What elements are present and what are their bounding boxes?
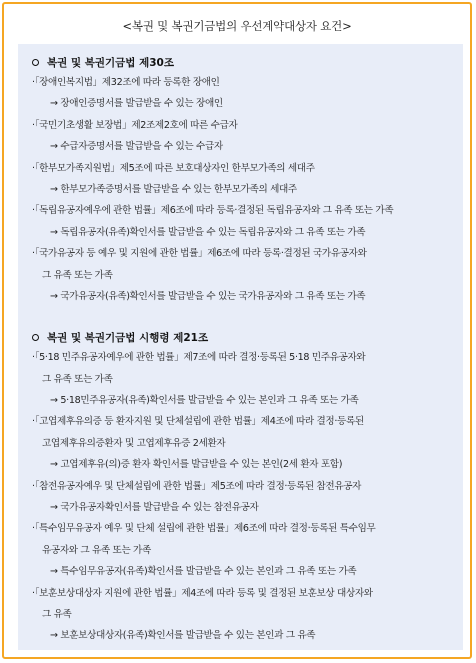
certificate-line: → 특수임무유공자(유족)확인서를 발급받을 수 있는 본인과 그 유족 또는 가족 xyxy=(50,566,357,578)
document-frame xyxy=(2,2,472,659)
certificate-line: → 5·18민주유공자(유족)확인서를 발급받을 수 있는 본인과 그 유족 또는 가족 xyxy=(50,395,359,407)
requirements-content xyxy=(18,44,463,647)
circle-bullet-icon xyxy=(32,59,39,66)
section-heading xyxy=(18,52,463,72)
requirement-continuation: 고엽제후유의증환자 및 고엽제후유증 2세환자 xyxy=(42,437,226,449)
section-gap xyxy=(18,307,463,327)
section-heading-text: 복권 및 복권기금법 시행령 제21조 xyxy=(47,331,209,344)
requirement-continuation: 유공자와 그 유족 또는 가족 xyxy=(42,544,151,556)
certificate-line: → 한부모가족증명서를 발급받을 수 있는 한부모가족의 세대주 xyxy=(50,183,297,195)
requirement-continuation: 그 유족 xyxy=(42,608,72,620)
certificate-line: → 수급자증명서를 발급받을 수 있는 수급자 xyxy=(50,141,223,153)
certificate-line: → 국가유공자확인서를 발급받을 수 있는 참전유공자 xyxy=(50,502,259,514)
page-title: <복권 및 복권기금법의 우선계약대상자 요건> xyxy=(122,19,352,33)
requirement-item: ·「보훈보상대상자 지원에 관한 법률」제4조에 따라 등록 및 결정된 보훈보상 대상자와 xyxy=(32,587,373,599)
requirement-item: ·「국가유공자 등 예우 및 지원에 관한 법률」제6조에 따라 등록·결정된 국가유공자와 xyxy=(32,248,367,260)
requirement-continuation: 그 유족 또는 가족 xyxy=(42,269,113,281)
circle-bullet-icon xyxy=(32,334,39,341)
requirement-item: ·「5·18 민주유공자예우에 관한 법률」제7조에 따라 결정·등록된 5·18 민주유공자와 xyxy=(32,352,366,364)
requirement-item: ·「장애인복지법」제32조에 따라 등록한 장애인 xyxy=(32,77,220,88)
requirement-item: ·「참전유공자예우 및 단체설립에 관한 법률」제5조에 따라 결정·등록된 참전유공자 xyxy=(32,480,362,492)
certificate-line: → 고엽제후유(의)증 환자 확인서를 발급받을 수 있는 본인(2세 환자 포함) xyxy=(50,459,343,471)
section-heading xyxy=(18,327,463,347)
requirements-panel xyxy=(18,44,463,650)
certificate-line: → 보훈보상대상자(유족)확인서를 발급받을 수 있는 본인과 그 유족 xyxy=(50,630,316,642)
certificate-line: → 독립유공자(유족)확인서를 발급받을 수 있는 독립유공자와 그 유족 또는 가족 xyxy=(50,226,366,238)
requirement-item: ·「독립유공자예우에 관한 법률」제6조에 따라 등록·결정된 독립유공자와 그 유족 또는 가족 xyxy=(32,205,394,217)
certificate-line: → 장애인증명서를 발급받을 수 있는 장애인 xyxy=(50,98,223,110)
certificate-line: → 국가유공자(유족)확인서를 발급받을 수 있는 국가유공자와 그 유족 또는 가족 xyxy=(50,290,366,302)
requirement-item: ·「고엽제후유의증 등 환자지원 및 단체설립에 관한 법률」제4조에 따라 결정·등록된 xyxy=(32,416,364,428)
requirement-item: ·「특수임무유공자 예우 및 단체 설립에 관한 법률」제6조에 따라 결정·등록된 특수임무 xyxy=(32,523,376,535)
section-heading-text: 복권 및 복권기금법 제30조 xyxy=(47,56,175,69)
requirement-continuation: 그 유족 또는 가족 xyxy=(42,373,113,385)
requirement-item: ·「국민기초생활 보장법」제2조제2호에 따른 수급자 xyxy=(32,119,238,131)
requirement-item: ·「한부모가족지원법」제5조에 따른 보호대상자인 한부모가족의 세대주 xyxy=(32,162,315,174)
